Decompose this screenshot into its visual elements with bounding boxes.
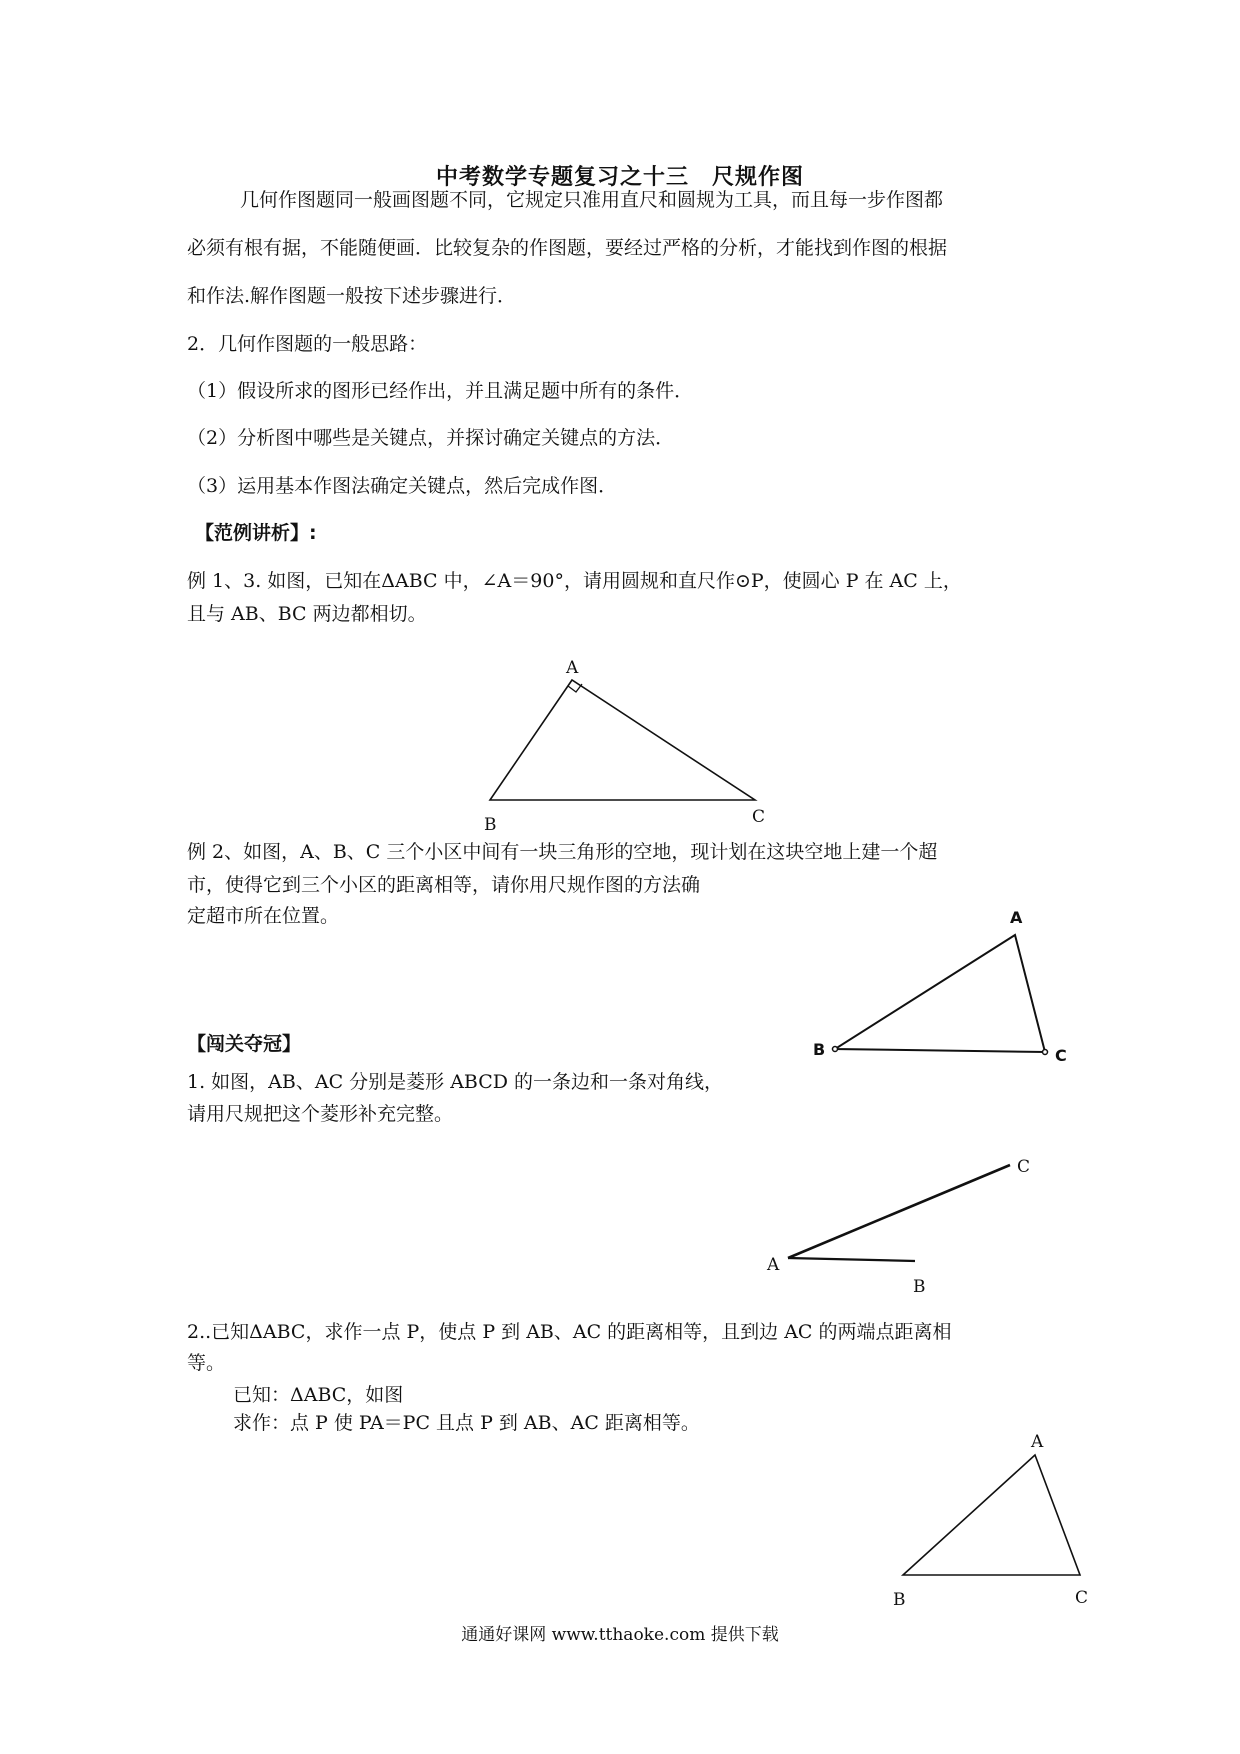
approach-step-1: （1）假设所求的图形已经作出，并且满足题中所有的条件． <box>187 380 694 402</box>
page-footer: 通通好课网 www.tthaoke.com 提供下载 <box>461 1625 779 1645</box>
example2-vertex-b: B <box>813 1040 826 1059</box>
examples-heading: 【范例讲析】: <box>195 522 317 544</box>
example1-line-1: 例 1、3. 如图，已知在ΔABC 中，∠A＝90°，请用圆规和直尺作⊙P，使圆心 P 在 AC 上， <box>187 570 962 592</box>
example2-point-c <box>1043 1050 1048 1055</box>
side-ab <box>788 1258 915 1261</box>
problem2-line-2: 等。 <box>187 1352 226 1374</box>
example1-triangle <box>490 680 755 800</box>
problem2-line-1: 2..已知ΔABC，求作一点 P，使点 P 到 AB、AC 的距离相等，且到边 AC 的两端点距离相 <box>187 1321 952 1343</box>
intro-line-1: 几何作图题同一般画图题不同，它规定只准用直尺和圆规为工具，而且每一步作图都 <box>240 189 944 211</box>
example2-triangle <box>835 935 1045 1052</box>
page-title: 中考数学专题复习之十三 尺规作图 <box>435 165 804 190</box>
problem2-vertex-a: A <box>1031 1432 1044 1452</box>
diagonal-ac <box>788 1165 1010 1258</box>
challenge-heading: 【闯关夺冠】 <box>187 1033 302 1055</box>
approach-heading: 2．几何作图题的一般思路： <box>187 333 428 355</box>
intro-line-3: 和作法.解作图题一般按下述步骤进行． <box>187 285 517 307</box>
example2-line-3: 定超市所在位置。 <box>187 905 340 927</box>
problem2-given: 已知：ΔABC，如图 <box>233 1384 404 1406</box>
example2-triangle-figure <box>800 895 1100 1075</box>
problem2-vertex-c: C <box>1075 1588 1089 1608</box>
intro-line-2: 必须有根有据，不能随便画．比较复杂的作图题，要经过严格的分析，才能找到作图的根据 <box>187 237 948 259</box>
problem1-line-1: 1. 如图，AB、AC 分别是菱形 ABCD 的一条边和一条对角线， <box>187 1071 724 1093</box>
example1-right-triangle-figure <box>470 640 790 840</box>
example1-vertex-c: C <box>752 807 766 827</box>
problem2-triangle <box>903 1455 1080 1575</box>
approach-step-3: （3）运用基本作图法确定关键点，然后完成作图． <box>187 475 618 497</box>
problem2-triangle-figure <box>875 1415 1115 1615</box>
problem1-line-2: 请用尺规把这个菱形补充完整。 <box>187 1103 454 1125</box>
problem1-vertex-b: B <box>913 1277 926 1297</box>
example2-line-2: 市，使得它到三个小区的距离相等，请你用尺规作图的方法确 <box>187 874 701 896</box>
problem2-find: 求作：点 P 使 PA＝PC 且点 P 到 AB、AC 距离相等。 <box>233 1412 700 1434</box>
problem1-vertex-a: A <box>767 1255 780 1275</box>
example2-point-b <box>833 1047 838 1052</box>
example1-vertex-b: B <box>484 815 497 835</box>
example2-line-1: 例 2、如图，A、B、C 三个小区中间有一块三角形的空地，现计划在这块空地上建一个超 <box>187 841 938 863</box>
example1-line-2: 且与 AB、BC 两边都相切。 <box>187 603 427 625</box>
problem2-vertex-b: B <box>893 1590 906 1610</box>
example1-vertex-a: A <box>566 658 579 678</box>
example2-vertex-c: C <box>1055 1046 1067 1065</box>
problem1-vertex-c: C <box>1017 1157 1031 1177</box>
problem1-rhombus-figure <box>755 1150 1065 1300</box>
example2-vertex-a: A <box>1010 908 1023 927</box>
approach-step-2: （2）分析图中哪些是关键点，并探讨确定关键点的方法． <box>187 427 675 449</box>
